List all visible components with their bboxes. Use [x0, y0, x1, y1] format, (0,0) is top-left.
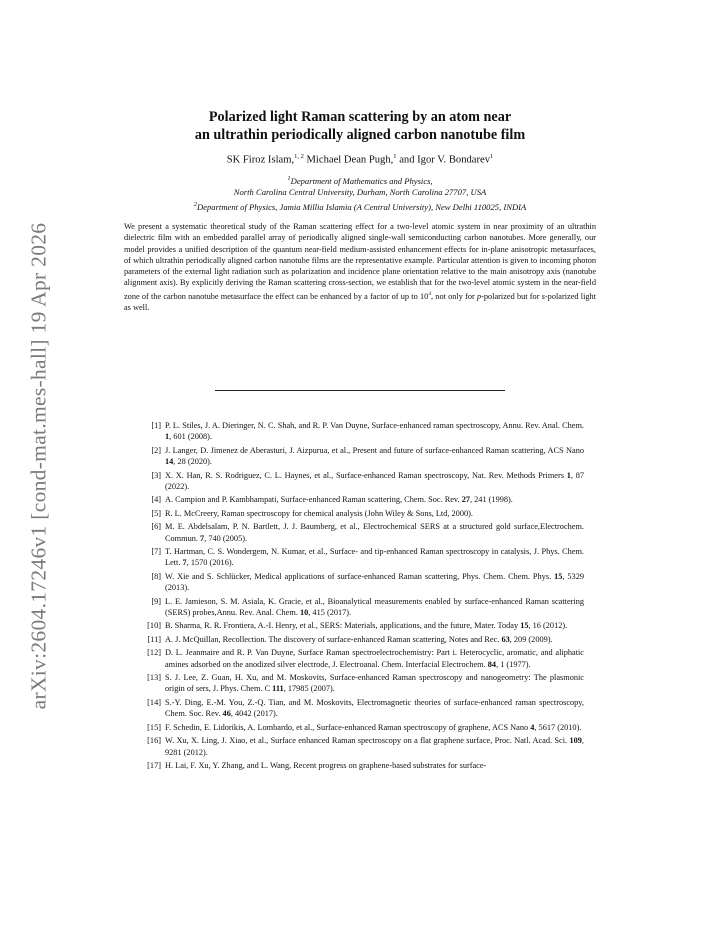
reference-body: X. X. Han, R. S. Rodriguez, C. L. Haynes, et al., Surface-enhanced Raman spectroscopy, Nat. Rev. Methods Primers: [165, 470, 567, 480]
reference-text: [165, 521, 584, 544]
author-affil-mark: 1, 2: [294, 153, 304, 160]
reference-text: [165, 546, 584, 569]
reference-number: [10]: [147, 621, 161, 631]
reference-item: [140, 722, 584, 733]
reference-volume: 15: [554, 571, 563, 581]
reference-tail: , 28 (2020).: [173, 457, 213, 467]
reference-volume: 4: [530, 722, 535, 732]
reference-volume: 84: [487, 659, 497, 669]
reference-text: [165, 672, 584, 695]
reference-tail: , 17985 (2007).: [283, 684, 335, 694]
reference-body: B. Sharma, R. R. Frontiera, A.-I. Henry, et al., SERS: Materials, applications, and the future, Mater. Today: [165, 621, 521, 631]
reference-body: P. L. Stiles, J. A. Dieringer, N. C. Shah, and R. P. Van Duyne, Surface-enhanced raman spectroscopy, Annu. Rev. Anal. Chem.: [165, 421, 584, 430]
affil-text: Department of Mathematics and Physics,: [290, 175, 433, 186]
reference-body: R. L. McCreery, Raman spectroscopy for chemical analysis (John Wiley & Sons, Ltd, 2000).: [165, 508, 473, 518]
paper-title: [120, 108, 600, 144]
reference-number: [4]: [151, 495, 161, 505]
reference-number: [16]: [147, 736, 161, 746]
reference-tail: , 415 (2017).: [308, 607, 352, 617]
reference-body: J. Langer, D. Jimenez de Aberasturi, J. Aizpurua, et al., Present and future of surface-enhanced Raman scattering, ACS Nano: [165, 445, 584, 455]
reference-body: L. E. Jamieson, S. M. Asiala, K. Gracie, et al., Bioanalytical measurements enabled by surface-enhanced Raman scattering (SERS) probes,Annu. Rev. Anal. Chem.: [165, 596, 584, 617]
author-list: [120, 153, 600, 166]
reference-number: [7]: [151, 547, 161, 557]
reference-text: [165, 571, 584, 594]
reference-volume: 10: [299, 607, 309, 617]
reference-text: [165, 634, 584, 645]
reference-list: [140, 420, 584, 774]
title-line-2: an ultrathin periodically aligned carbon nanotube film: [194, 127, 526, 143]
reference-volume: 46: [222, 709, 231, 719]
reference-volume: 63: [501, 634, 510, 644]
reference-tail: , 209 (2009).: [509, 634, 553, 644]
reference-number: [12]: [147, 648, 161, 658]
reference-item: [140, 672, 584, 695]
reference-number: [17]: [147, 761, 161, 771]
reference-item: [140, 697, 584, 720]
reference-tail: , 5617 (2010).: [534, 722, 582, 732]
reference-item: [140, 634, 584, 645]
reference-text: [165, 722, 584, 733]
reference-number: [6]: [151, 522, 161, 532]
affiliation-1-cont: [120, 186, 600, 198]
author-affil-mark: 1: [393, 153, 397, 160]
reference-tail: , 601 (2008).: [169, 432, 213, 442]
author-name: Michael Dean Pugh,: [303, 154, 394, 166]
reference-volume: 14: [165, 457, 174, 467]
reference-body: T. Hartman, C. S. Wondergem, N. Kumar, et al., Surface- and tip-enhanced Raman spectroscopy in catalysis, J. Phys. Chem. Lett.: [165, 547, 584, 568]
reference-volume: 7: [200, 533, 205, 543]
reference-item: [140, 571, 584, 594]
reference-item: [140, 735, 584, 758]
reference-item: [140, 494, 584, 505]
affil-mark: 1: [287, 175, 291, 182]
reference-text: [165, 470, 584, 493]
reference-text: [165, 445, 584, 468]
reference-number: [14]: [147, 697, 161, 707]
reference-body: A. Campion and P. Kambhampati, Surface-enhanced Raman scattering, Chem. Soc. Rev.: [165, 495, 462, 505]
affil-text: North Carolina Central University, Durham, North Carolina 27707, USA: [233, 187, 487, 197]
reference-tail: , 1570 (2016).: [186, 558, 234, 568]
reference-number: [15]: [147, 722, 161, 732]
reference-volume: 109: [569, 736, 582, 746]
reference-body: W. Xie and S. Schlücker, Medical applications of surface-enhanced Raman scattering, Phys. Chem. Chem. Phys.: [165, 571, 555, 581]
reference-item: [140, 521, 584, 544]
reference-number: [3]: [151, 470, 161, 480]
reference-tail: , 5329 (2013).: [165, 571, 584, 593]
reference-body: H. Lai, F. Xu, Y. Zhang, and L. Wang, Recent progress on graphene-based substrates for surface-: [165, 761, 487, 771]
reference-text: [165, 508, 584, 519]
reference-item: [140, 596, 584, 619]
reference-number: [13]: [147, 673, 161, 683]
arxiv-identifier: arXiv:2604.17246v1 [cond-mat.mes-hall] 19 Apr 2026: [26, 222, 51, 710]
title-line-1: Polarized light Raman scattering by an atom near: [208, 109, 512, 125]
author-name: and Igor V. Bondarev: [396, 154, 491, 166]
reference-body: F. Schedin, E. Lidorikis, A. Lombardo, et al., Surface-enhanced Raman spectroscopy of graphene, ACS Nano: [165, 722, 531, 732]
reference-number: [9]: [151, 596, 161, 606]
reference-number: [5]: [151, 508, 161, 518]
reference-body: S.-Y. Ding, E.-M. You, Z.-Q. Tian, and M. Moskovits, Electromagnetic theories of surface-enhanced raman spectroscopy, Chem. Soc. Rev.: [165, 697, 584, 719]
abstract-text: -polarized but for: [481, 291, 542, 301]
reference-item: [140, 760, 584, 771]
reference-number: [8]: [151, 571, 161, 581]
reference-body: A. J. McQuillan, Recollection. The discovery of surface-enhanced Raman scattering, Notes and Rec.: [165, 634, 502, 644]
abstract: [124, 221, 596, 313]
affil-mark: 2: [193, 201, 197, 208]
reference-tail: , 1 (1977).: [496, 659, 531, 669]
abstract-text: We present a systematic theoretical study of the Raman scattering effect for a two-level atomic system in near proximity of an ultrathin dielectric film with an embedded parallel array of periodically aligned single-wall semiconducting carbon nanotubes. More generally, our model provides a unified description of the quantum near-field medium-assisted enhancement effects for in-plane anisotropic metasurfaces, of which ultrathin periodically aligned carbon nanotube films are the representative example. Particular attention is given to incoming photon parameters of the external light radiation such as polarization and incidence plane orientation relative to the main anisotropy axis (nanotube alignment axis). By explicitly deriving the Raman scattering cross-section, we establish that for the two-level atomic system in the near-field zone of the carbon nanotube metasurface the effect can be enhanced by a factor of up to 10: [124, 222, 596, 301]
reference-body: D. L. Jeanmaire and R. P. Van Duyne, Surface Raman spectroelectrochemistry: Part i. Heterocyclic, aromatic, and aliphatic amines adsorbed on the anodized silver electrode, J. Electroanal. Chem. Interfacial Electrochem.: [165, 648, 584, 669]
reference-text: [165, 596, 584, 619]
reference-item: [140, 445, 584, 468]
reference-item: [140, 420, 584, 443]
reference-text: [165, 494, 584, 505]
reference-text: [165, 620, 584, 631]
reference-volume: 1: [566, 470, 571, 480]
reference-text: [165, 697, 584, 720]
reference-number: [2]: [151, 445, 161, 455]
reference-item: [140, 470, 584, 493]
section-divider: [215, 390, 505, 391]
abstract-text: , not only for: [431, 291, 477, 301]
reference-text: [165, 760, 584, 771]
reference-tail: , 241 (1998).: [470, 495, 513, 505]
affiliation-1: [120, 173, 600, 187]
author-affil-mark: 1: [490, 153, 494, 160]
reference-item: [140, 620, 584, 631]
author-name: SK Firoz Islam,: [226, 154, 295, 166]
reference-tail: , 4042 (2017).: [230, 709, 278, 719]
reference-item: [140, 508, 584, 519]
reference-body: M. E. Abdelsalam, P. N. Bartlett, J. J. Baumberg, et al., Electrochemical SERS at a structured gold surface,Electrochem. Commun.: [165, 522, 584, 543]
affiliation-2: [120, 199, 600, 213]
reference-body: S. J. Lee, Z. Guan, H. Xu, and M. Moskovits, Surface-enhanced Raman spectroscopy and nanogeometry: The plasmonic origin of sers, J. Phys. Chem. C: [165, 673, 584, 694]
reference-number: [1]: [151, 421, 161, 430]
abstract-exponent: 4: [428, 290, 431, 297]
reference-volume: 7: [182, 558, 187, 568]
abstract-text: -polarized light as well.: [124, 291, 596, 312]
reference-volume: 1: [165, 432, 170, 442]
reference-volume: 111: [272, 684, 284, 694]
reference-text: [165, 647, 584, 670]
reference-volume: 27: [461, 495, 470, 505]
reference-text: [165, 420, 584, 443]
reference-number: [11]: [147, 634, 161, 644]
reference-tail: , 16 (2012).: [528, 621, 568, 631]
affil-text: Department of Physics, Jamia Millia Islamia (A Central University), New Delhi 110025, INDIA: [196, 201, 527, 212]
reference-volume: 15: [520, 621, 529, 631]
reference-item: [140, 647, 584, 670]
abstract-italic: s: [541, 291, 545, 301]
reference-item: [140, 546, 584, 569]
reference-tail: , 9281 (2012).: [165, 736, 584, 757]
reference-text: [165, 735, 584, 758]
reference-tail: , 87 (2022).: [165, 470, 584, 491]
reference-tail: , 740 (2005).: [204, 533, 248, 543]
abstract-italic: p: [476, 291, 482, 301]
reference-body: W. Xu, X. Ling, J. Xiao, et al., Surface enhanced Raman spectroscopy on a flat graphene surface, Proc. Natl. Acad. Sci.: [165, 736, 570, 746]
